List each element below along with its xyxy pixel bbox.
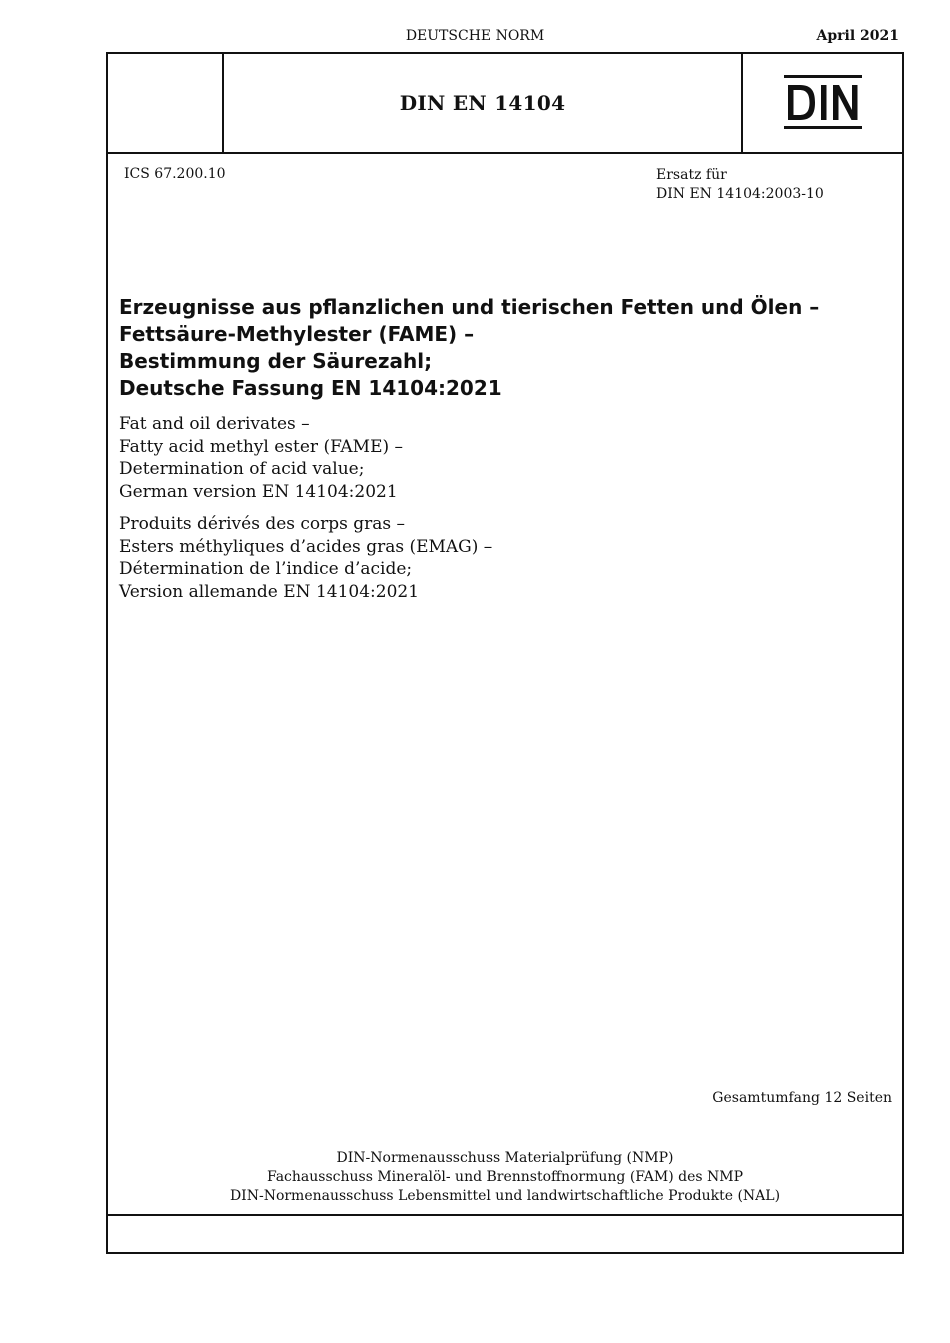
document-series-label: DEUTSCHE NORM xyxy=(405,28,545,44)
replacement-label: Ersatz für xyxy=(656,167,727,183)
committee-list xyxy=(108,1149,902,1206)
bottom-divider xyxy=(108,1214,902,1216)
title-french-line: Produits dérivés des corps gras – xyxy=(119,514,406,534)
page-count: Gesamtumfang 12 Seiten xyxy=(712,1090,892,1106)
title-english-line: German version EN 14104:2021 xyxy=(119,481,398,502)
title-german xyxy=(119,294,879,402)
committee-line: DIN-Normenausschuss Materialprüfung (NMP) xyxy=(336,1150,674,1166)
document-number: DIN EN 14104 xyxy=(399,91,566,115)
title-english-line: Fatty acid methyl ester (FAME) – xyxy=(119,436,404,457)
title-french-line: Esters méthyliques d’acides gras (EMAG) – xyxy=(119,536,493,557)
replacement-info xyxy=(656,166,824,204)
title-german-line: Bestimmung der Säurezahl; xyxy=(119,349,433,373)
title-french-line: Version allemande EN 14104:2021 xyxy=(119,581,420,602)
title-english xyxy=(119,413,879,503)
ics-code: ICS 67.200.10 xyxy=(124,166,226,182)
title-french-line: Détermination de l’indice d’acide; xyxy=(119,559,413,579)
title-english-line: Fat and oil derivates – xyxy=(119,414,310,434)
replacement-document: DIN EN 14104:2003-10 xyxy=(656,186,824,202)
din-logo xyxy=(784,75,862,131)
committee-line: Fachausschuss Mineralöl- und Brennstoffnormung (FAM) des NMP xyxy=(266,1169,744,1185)
title-english-line: Determination of acid value; xyxy=(119,459,365,479)
committee-line: DIN-Normenausschuss Lebensmittel und landwirtschaftliche Produkte (NAL) xyxy=(229,1188,781,1204)
header-empty-cell xyxy=(108,54,224,152)
header-logo-cell xyxy=(743,54,902,152)
title-french xyxy=(119,513,879,603)
header-row xyxy=(108,54,902,154)
title-german-line: Erzeugnisse aus pflanzlichen und tierischen Fetten und Ölen – xyxy=(119,295,820,319)
title-german-line: Fettsäure-Methylester (FAME) – xyxy=(119,322,475,346)
cover-frame xyxy=(106,52,904,1254)
title-german-line: Deutsche Fassung EN 14104:2021 xyxy=(119,376,502,400)
header-number-cell xyxy=(224,54,743,152)
publication-date: April 2021 xyxy=(816,28,899,44)
